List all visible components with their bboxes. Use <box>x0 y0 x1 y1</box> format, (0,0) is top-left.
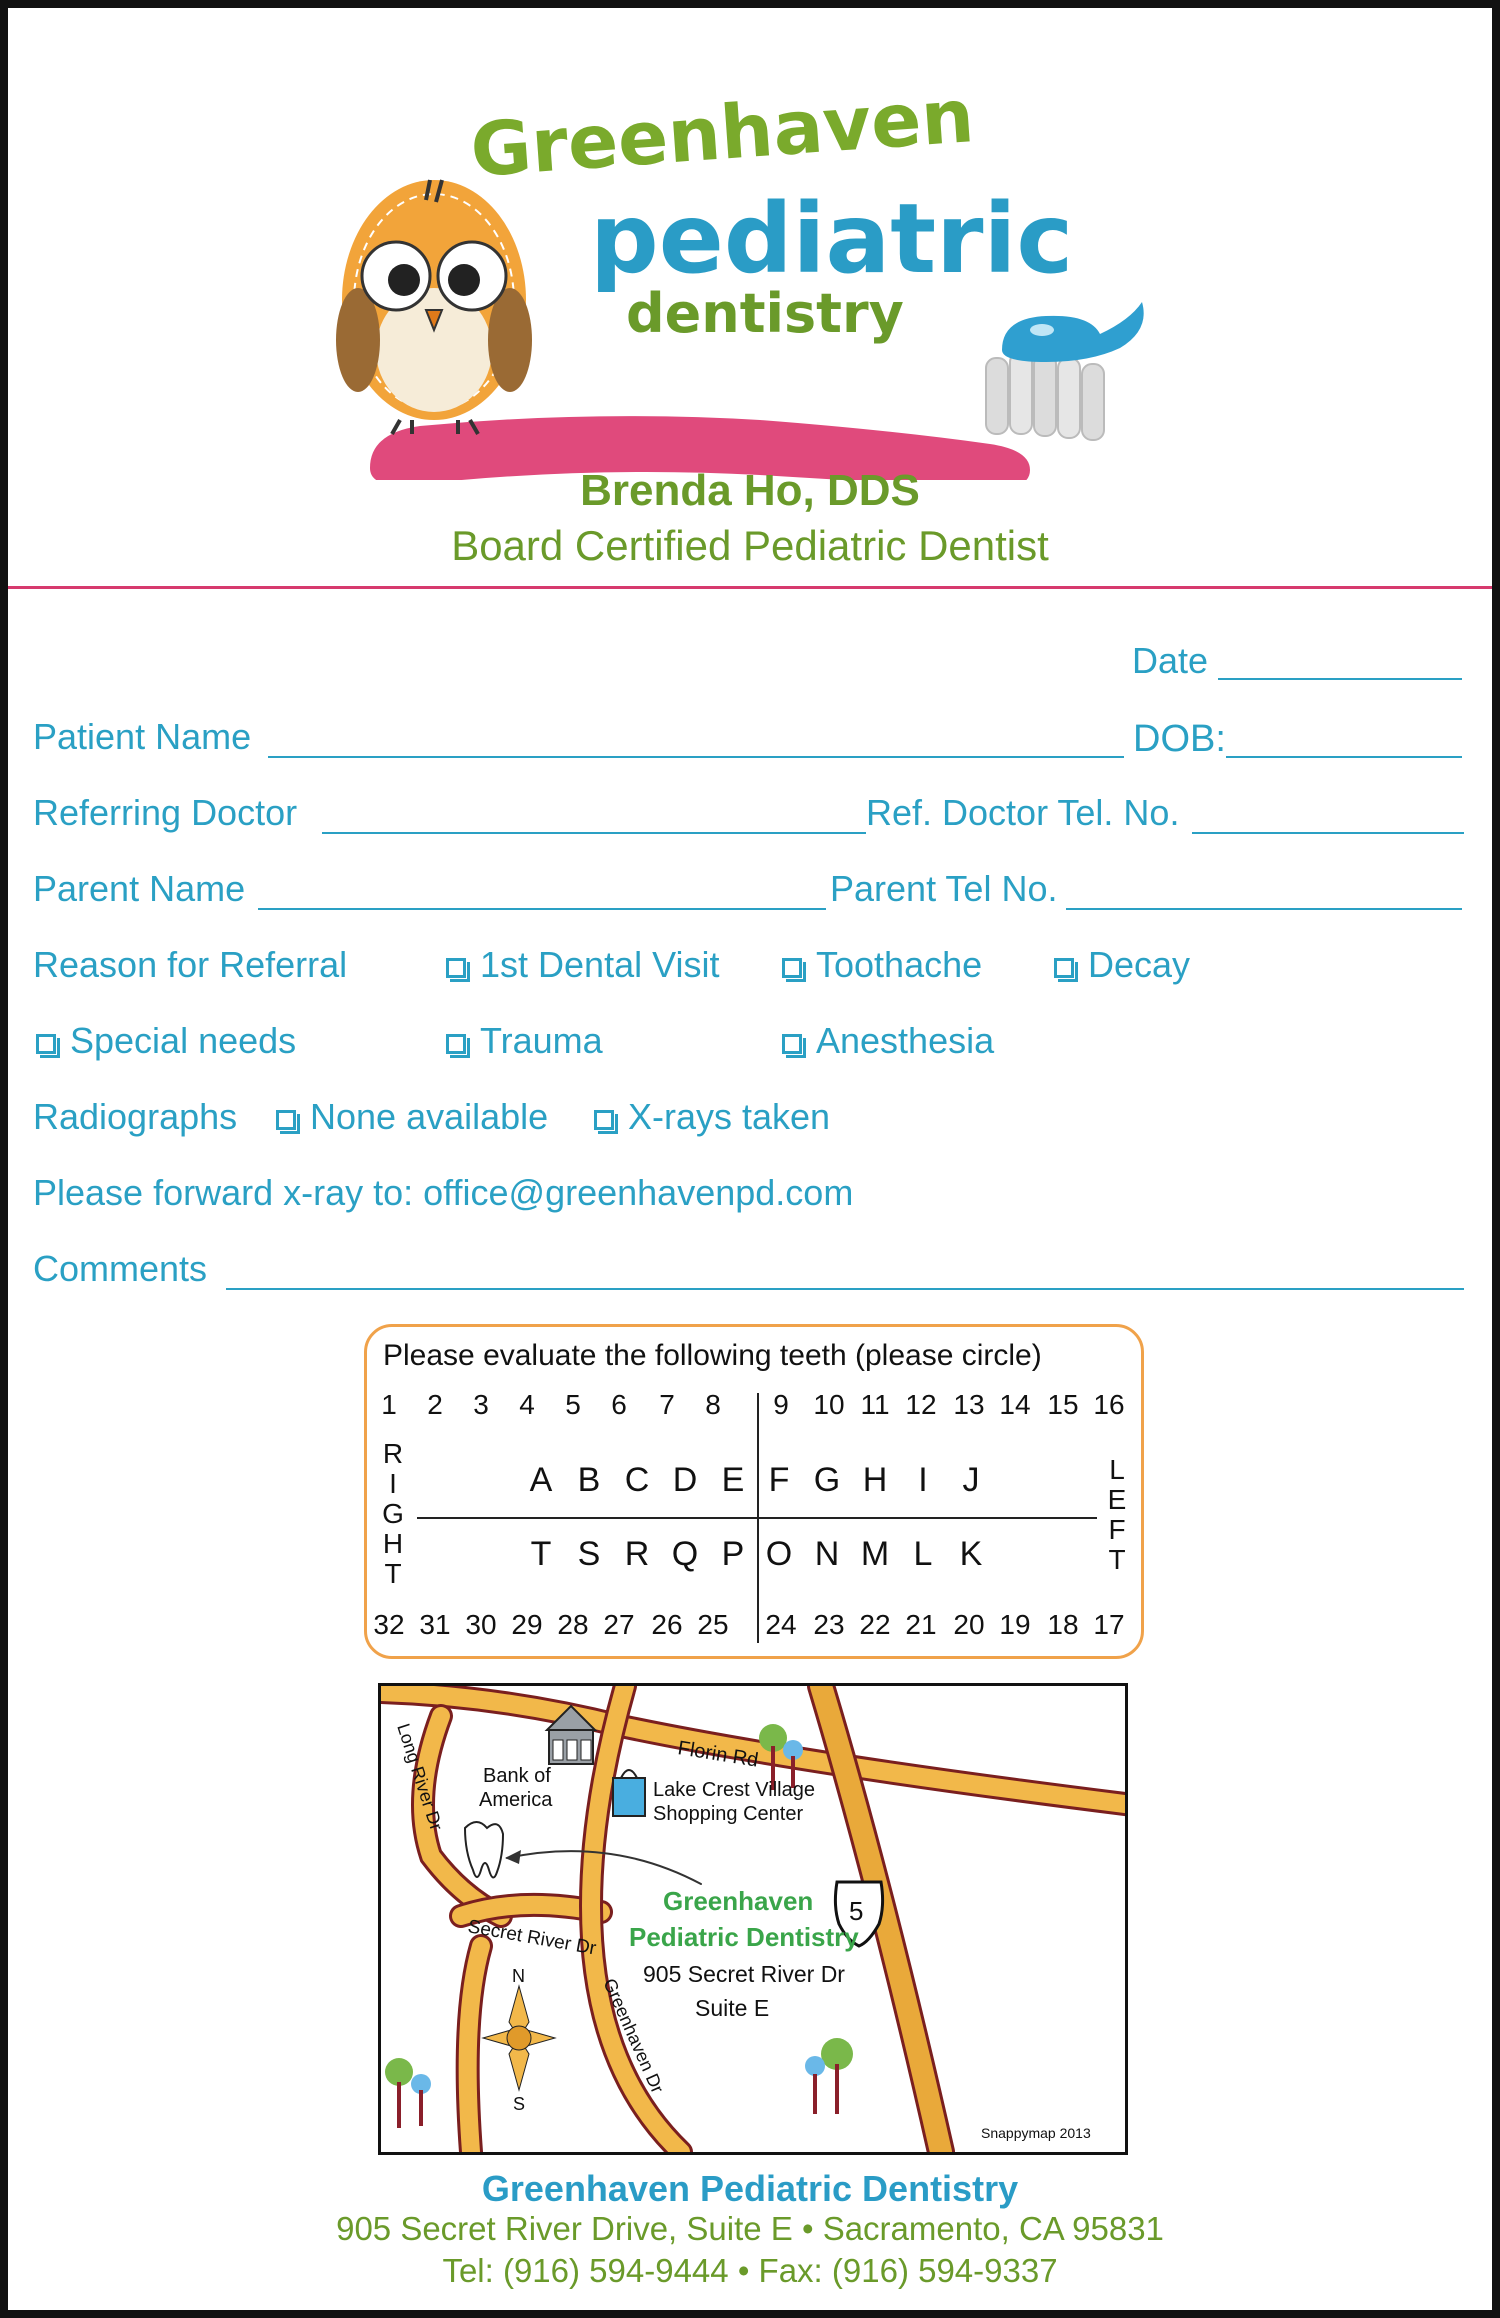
owl-mascot <box>336 180 532 434</box>
map-practice-name-line2: Pediatric Dentistry <box>629 1922 859 1952</box>
tooth-number[interactable]: 14 <box>999 1389 1031 1420</box>
checkbox[interactable] <box>446 1034 466 1054</box>
tooth-number[interactable]: 1 <box>381 1389 397 1420</box>
toothbrush-bristles <box>986 352 1104 440</box>
right-side-label <box>381 1439 405 1589</box>
toothpaste <box>1002 302 1144 362</box>
street-label-florin: Florin Rd <box>676 1737 760 1772</box>
tooth-letter[interactable]: N <box>814 1535 840 1573</box>
logo <box>330 40 1170 480</box>
radiograph-option-none[interactable] <box>276 1096 548 1138</box>
footer-contact <box>0 2252 1500 2290</box>
comments-label: Comments <box>33 1248 208 1289</box>
tooth-letter[interactable]: E <box>721 1461 745 1499</box>
tooth-number[interactable]: 13 <box>953 1389 985 1420</box>
patient-name-field[interactable] <box>268 756 1124 758</box>
tooth-letter[interactable]: P <box>721 1535 745 1573</box>
tooth-number[interactable]: 27 <box>603 1609 635 1640</box>
street-label-secret-river: Secret River Dr <box>466 1916 598 1960</box>
checkbox[interactable] <box>36 1034 56 1054</box>
reason-option-first-visit[interactable] <box>446 944 719 986</box>
tooth-number[interactable]: 17 <box>1093 1609 1125 1640</box>
tooth-number[interactable]: 24 <box>765 1609 797 1640</box>
compass-south-label: S <box>513 2094 526 2114</box>
tooth-number[interactable]: 29 <box>511 1609 543 1640</box>
parent-tel-field[interactable] <box>1066 908 1462 910</box>
footer-street: 905 Secret River Drive, Suite E <box>336 2210 793 2247</box>
reason-option-trauma[interactable] <box>446 1020 603 1062</box>
tooth-letter[interactable]: D <box>672 1461 698 1499</box>
teeth-chart <box>364 1324 1144 1659</box>
tooth-number[interactable]: 15 <box>1047 1389 1079 1420</box>
parent-tel-label: Parent Tel No. <box>830 868 1058 909</box>
tooth-number[interactable]: 6 <box>611 1389 627 1420</box>
highway-number: 5 <box>849 1896 864 1926</box>
tooth-number[interactable]: 4 <box>519 1389 535 1420</box>
doctor-certification: Board Certified Pediatric Dentist <box>451 522 1049 569</box>
tooth-letter[interactable]: M <box>860 1535 890 1573</box>
dob-field[interactable] <box>1226 756 1462 758</box>
shopping-label-line1: Lake Crest Village <box>653 1779 815 1801</box>
checkbox[interactable] <box>782 958 802 978</box>
referring-doctor-label: Referring Doctor <box>33 792 298 833</box>
tooth-letter[interactable]: I <box>918 1461 928 1499</box>
radiograph-option-xrays[interactable] <box>594 1096 830 1138</box>
reason-option-label: Special needs <box>70 1020 297 1061</box>
tooth-number[interactable]: 19 <box>999 1609 1031 1640</box>
tooth-letter[interactable]: H <box>862 1461 888 1499</box>
map-address-line1: 905 Secret River Dr <box>643 1961 845 1987</box>
tooth-letter[interactable]: O <box>765 1535 793 1573</box>
side-label-letter: I <box>389 1468 397 1499</box>
teeth-chart-title: Please evaluate the following teeth (please circle) <box>383 1339 1042 1372</box>
tooth-letter[interactable]: Q <box>671 1535 699 1573</box>
tooth-letter[interactable]: L <box>913 1535 933 1573</box>
logo-word-greenhaven: Greenhaven <box>467 73 977 195</box>
reason-option-label: Decay <box>1088 944 1191 985</box>
tooth-icon <box>465 1822 503 1878</box>
tooth-letter[interactable]: A <box>529 1461 553 1499</box>
logo-word-pediatric: pediatric <box>590 183 1074 295</box>
tooth-number[interactable]: 2 <box>427 1389 443 1420</box>
tooth-number[interactable]: 26 <box>651 1609 683 1640</box>
tooth-letter[interactable]: J <box>962 1461 980 1499</box>
parent-name-label: Parent Name <box>33 868 246 909</box>
tooth-letter[interactable]: T <box>530 1535 552 1573</box>
tooth-number[interactable]: 18 <box>1047 1609 1079 1640</box>
tooth-number[interactable]: 20 <box>953 1609 985 1640</box>
reason-option-label: 1st Dental Visit <box>480 944 720 985</box>
checkbox[interactable] <box>276 1110 296 1130</box>
side-label-letter: T <box>384 1558 402 1589</box>
tooth-letter[interactable]: F <box>768 1461 790 1499</box>
map-address-line2: Suite E <box>695 1995 770 2021</box>
side-label-letter: T <box>1108 1544 1126 1575</box>
tooth-letter[interactable]: G <box>813 1461 841 1499</box>
left-side-label <box>1105 1455 1129 1575</box>
checkbox[interactable] <box>1054 958 1074 978</box>
tooth-number[interactable]: 9 <box>773 1389 789 1420</box>
midline-horizontal <box>417 1517 1097 1519</box>
footer-fax: Fax: (916) 594-9337 <box>758 2252 1058 2289</box>
radiograph-option-label: X-rays taken <box>628 1096 831 1137</box>
doctor-name: Brenda Ho, DDS <box>580 466 920 515</box>
checkbox[interactable] <box>446 958 466 978</box>
checkbox[interactable] <box>594 1110 614 1130</box>
dob-label: DOB: <box>1133 718 1226 760</box>
map-graphic <box>381 1686 1125 2152</box>
logo-word-dentistry: dentistry <box>626 282 904 345</box>
reason-option-label: Anesthesia <box>816 1020 995 1061</box>
date-label: Date <box>1132 640 1209 681</box>
logo-graphic <box>330 40 1170 480</box>
tooth-letter[interactable]: B <box>577 1461 601 1499</box>
tooth-number[interactable]: 10 <box>813 1389 845 1420</box>
reason-option-decay[interactable] <box>1054 944 1190 986</box>
tooth-number[interactable]: 16 <box>1093 1389 1125 1420</box>
footer-city: Sacramento, CA 95831 <box>822 2210 1164 2247</box>
bank-label-line2: America <box>479 1789 553 1811</box>
footer-address <box>0 2210 1500 2248</box>
checkbox[interactable] <box>782 1034 802 1054</box>
ref-doctor-tel-field[interactable] <box>1192 832 1464 834</box>
tooth-letter[interactable]: R <box>624 1535 650 1573</box>
tooth-letter[interactable]: S <box>577 1535 601 1573</box>
compass-north-label: N <box>512 1966 525 1986</box>
side-label-letter: F <box>1108 1514 1126 1545</box>
reason-option-toothache[interactable] <box>782 944 982 986</box>
shopping-bag-icon <box>613 1770 645 1816</box>
side-label-letter: G <box>382 1498 404 1529</box>
header-divider <box>8 586 1492 589</box>
radiograph-option-label: None available <box>310 1096 549 1137</box>
radiographs-label: Radiographs <box>33 1096 238 1137</box>
side-label-letter: H <box>382 1528 404 1559</box>
tooth-number[interactable]: 23 <box>813 1609 845 1640</box>
map-credit: Snappymap 2013 <box>981 2125 1091 2141</box>
tooth-number[interactable]: 31 <box>419 1609 451 1640</box>
side-label-letter: L <box>1109 1454 1125 1485</box>
tooth-number[interactable]: 22 <box>859 1609 891 1640</box>
parent-name-field[interactable] <box>258 908 826 910</box>
tooth-number[interactable]: 32 <box>373 1609 405 1640</box>
forward-xray-text: Please forward x-ray to: office@greenhavenpd.com <box>33 1172 854 1213</box>
ref-doctor-tel-label: Ref. Doctor Tel. No. <box>866 792 1180 833</box>
street-label-greenhaven: Greenhaven Dr <box>599 1975 668 2097</box>
compass-icon <box>483 1986 555 2090</box>
reason-label: Reason for Referral <box>33 944 348 985</box>
date-field[interactable] <box>1218 678 1462 680</box>
tooth-letter[interactable]: K <box>959 1535 983 1573</box>
tooth-number[interactable]: 12 <box>905 1389 937 1420</box>
tooth-number[interactable]: 8 <box>705 1389 721 1420</box>
tooth-number[interactable]: 21 <box>905 1609 937 1640</box>
comments-field[interactable] <box>226 1288 1464 1290</box>
shopping-label-line2: Shopping Center <box>653 1803 804 1825</box>
tree-icon <box>385 2058 431 2128</box>
tooth-number[interactable]: 28 <box>557 1609 589 1640</box>
tooth-number[interactable]: 3 <box>473 1389 489 1420</box>
street-label-long-river: Long River Dr <box>393 1721 447 1833</box>
tooth-number[interactable]: 25 <box>697 1609 729 1640</box>
tooth-number[interactable]: 5 <box>565 1389 581 1420</box>
location-map <box>378 1683 1128 2155</box>
tree-icon <box>805 2038 853 2114</box>
tooth-number[interactable]: 30 <box>465 1609 497 1640</box>
bank-label-line1: Bank of <box>483 1765 551 1787</box>
bullet-separator: • <box>801 2210 814 2247</box>
footer-practice-name: Greenhaven Pediatric Dentistry <box>481 2168 1019 2209</box>
tooth-letter[interactable]: C <box>624 1461 650 1499</box>
reason-option-anesthesia[interactable] <box>782 1020 994 1062</box>
side-label-letter: E <box>1107 1484 1127 1515</box>
footer-tel: Tel: (916) 594-9444 <box>442 2252 729 2289</box>
tooth-number[interactable]: 7 <box>659 1389 675 1420</box>
reason-option-label: Toothache <box>816 944 983 985</box>
reason-option-label: Trauma <box>480 1020 603 1061</box>
reason-option-special-needs[interactable] <box>36 1020 296 1062</box>
side-label-letter: R <box>382 1438 404 1469</box>
map-practice-name-line1: Greenhaven <box>663 1886 814 1916</box>
referring-doctor-field[interactable] <box>322 832 866 834</box>
bullet-separator: • <box>737 2252 750 2289</box>
tooth-number[interactable]: 11 <box>860 1389 890 1420</box>
patient-name-label: Patient Name <box>33 716 252 757</box>
